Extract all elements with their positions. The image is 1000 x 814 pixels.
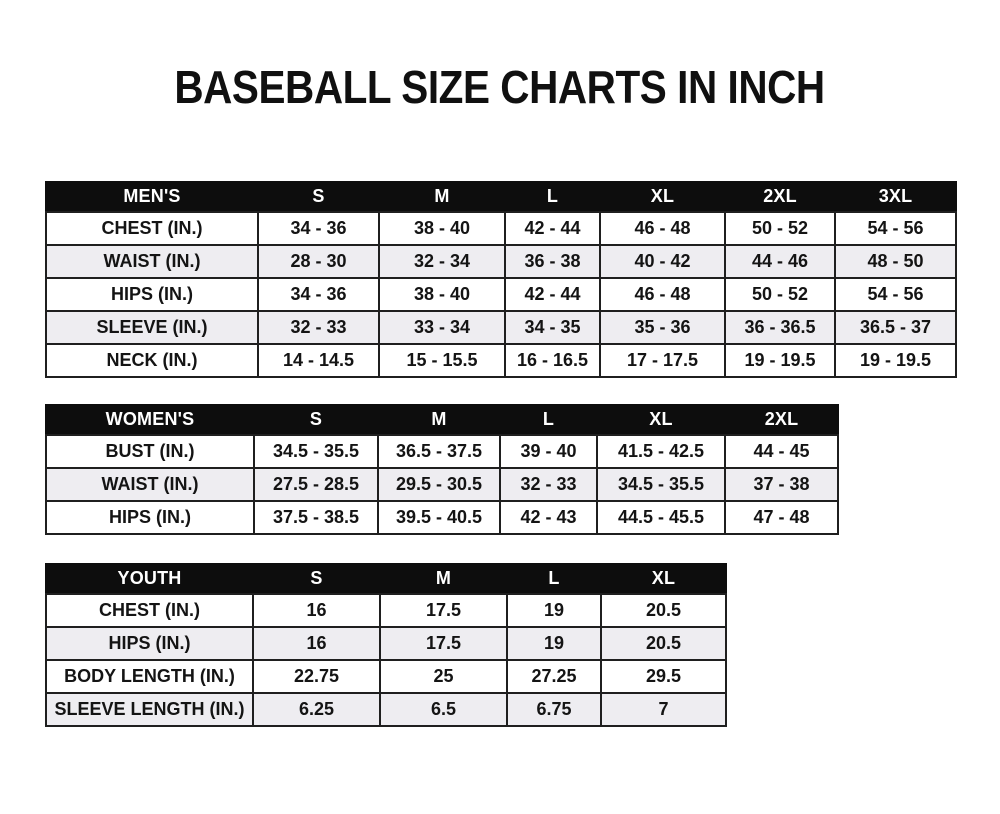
youth-chest-in-s-value: 16 xyxy=(253,594,380,627)
womens-waist-in-m-value: 29.5 - 30.5 xyxy=(378,468,500,501)
mens-row-chest-in xyxy=(46,212,956,245)
womens-header-l: L xyxy=(500,405,597,435)
youth-sleeve-length-in-label: SLEEVE LENGTH (IN.) xyxy=(46,693,253,726)
mens-neck-in-2xl-value: 19 - 19.5 xyxy=(725,344,835,377)
mens-waist-in-label: WAIST (IN.) xyxy=(46,245,258,278)
youth-chest-in-label: CHEST (IN.) xyxy=(46,594,253,627)
youth-header-l: L xyxy=(507,564,601,594)
mens-sleeve-in-m-value: 33 - 34 xyxy=(379,311,505,344)
mens-waist-in-l-value: 36 - 38 xyxy=(505,245,600,278)
mens-waist-in-xl-value: 40 - 42 xyxy=(600,245,725,278)
womens-hips-in-2xl-value: 47 - 48 xyxy=(725,501,838,534)
mens-waist-in-3xl-value: 48 - 50 xyxy=(835,245,956,278)
womens-waist-in-l-value: 32 - 33 xyxy=(500,468,597,501)
mens-waist-in-s-value: 28 - 30 xyxy=(258,245,379,278)
youth-row-body-length-in xyxy=(46,660,726,693)
mens-header-row xyxy=(46,182,956,212)
womens-bust-in-label: BUST (IN.) xyxy=(46,435,254,468)
mens-neck-in-l-value: 16 - 16.5 xyxy=(505,344,600,377)
mens-sleeve-in-label: SLEEVE (IN.) xyxy=(46,311,258,344)
youth-hips-in-s-value: 16 xyxy=(253,627,380,660)
mens-sleeve-in-2xl-value: 36 - 36.5 xyxy=(725,311,835,344)
womens-hips-in-label: HIPS (IN.) xyxy=(46,501,254,534)
youth-hips-in-l-value: 19 xyxy=(507,627,601,660)
mens-chest-in-2xl-value: 50 - 52 xyxy=(725,212,835,245)
womens-waist-in-s-value: 27.5 - 28.5 xyxy=(254,468,378,501)
youth-hips-in-label: HIPS (IN.) xyxy=(46,627,253,660)
youth-header-s: S xyxy=(253,564,380,594)
womens-row-bust-in xyxy=(46,435,838,468)
mens-waist-in-2xl-value: 44 - 46 xyxy=(725,245,835,278)
womens-bust-in-l-value: 39 - 40 xyxy=(500,435,597,468)
youth-sleeve-length-in-xl-value: 7 xyxy=(601,693,726,726)
mens-chest-in-s-value: 34 - 36 xyxy=(258,212,379,245)
mens-neck-in-label: NECK (IN.) xyxy=(46,344,258,377)
mens-sleeve-in-3xl-value: 36.5 - 37 xyxy=(835,311,956,344)
youth-hips-in-xl-value: 20.5 xyxy=(601,627,726,660)
womens-bust-in-s-value: 34.5 - 35.5 xyxy=(254,435,378,468)
mens-hips-in-3xl-value: 54 - 56 xyxy=(835,278,956,311)
mens-hips-in-label: HIPS (IN.) xyxy=(46,278,258,311)
mens-chest-in-m-value: 38 - 40 xyxy=(379,212,505,245)
mens-row-sleeve-in xyxy=(46,311,956,344)
mens-header-xl: XL xyxy=(600,182,725,212)
womens-hips-in-xl-value: 44.5 - 45.5 xyxy=(597,501,725,534)
youth-sleeve-length-in-s-value: 6.25 xyxy=(253,693,380,726)
mens-hips-in-s-value: 34 - 36 xyxy=(258,278,379,311)
youth-body-length-in-m-value: 25 xyxy=(380,660,507,693)
womens-row-hips-in xyxy=(46,501,838,534)
mens-header-2xl: 2XL xyxy=(725,182,835,212)
mens-size-chart-section xyxy=(45,181,1000,378)
womens-size-table xyxy=(45,404,839,535)
mens-header-l: L xyxy=(505,182,600,212)
mens-hips-in-xl-value: 46 - 48 xyxy=(600,278,725,311)
youth-header-m: M xyxy=(380,564,507,594)
mens-header-s: S xyxy=(258,182,379,212)
mens-neck-in-s-value: 14 - 14.5 xyxy=(258,344,379,377)
page-title-text: BASEBALL SIZE CHARTS IN INCH xyxy=(174,61,826,113)
mens-neck-in-m-value: 15 - 15.5 xyxy=(379,344,505,377)
mens-hips-in-m-value: 38 - 40 xyxy=(379,278,505,311)
youth-header-group-label: YOUTH xyxy=(46,564,253,594)
mens-hips-in-l-value: 42 - 44 xyxy=(505,278,600,311)
youth-body-length-in-l-value: 27.25 xyxy=(507,660,601,693)
youth-row-hips-in xyxy=(46,627,726,660)
youth-size-chart-section xyxy=(45,563,1000,727)
youth-row-sleeve-length-in xyxy=(46,693,726,726)
youth-body-length-in-label: BODY LENGTH (IN.) xyxy=(46,660,253,693)
womens-hips-in-m-value: 39.5 - 40.5 xyxy=(378,501,500,534)
youth-size-table xyxy=(45,563,727,727)
womens-header-row xyxy=(46,405,838,435)
womens-header-2xl: 2XL xyxy=(725,405,838,435)
womens-bust-in-2xl-value: 44 - 45 xyxy=(725,435,838,468)
womens-row-waist-in xyxy=(46,468,838,501)
mens-chest-in-3xl-value: 54 - 56 xyxy=(835,212,956,245)
size-chart-page xyxy=(0,62,1000,814)
mens-chest-in-l-value: 42 - 44 xyxy=(505,212,600,245)
youth-sleeve-length-in-m-value: 6.5 xyxy=(380,693,507,726)
mens-row-hips-in xyxy=(46,278,956,311)
womens-bust-in-xl-value: 41.5 - 42.5 xyxy=(597,435,725,468)
youth-sleeve-length-in-l-value: 6.75 xyxy=(507,693,601,726)
womens-waist-in-xl-value: 34.5 - 35.5 xyxy=(597,468,725,501)
womens-size-chart-section xyxy=(45,404,1000,535)
mens-neck-in-xl-value: 17 - 17.5 xyxy=(600,344,725,377)
mens-header-m: M xyxy=(379,182,505,212)
youth-body-length-in-s-value: 22.75 xyxy=(253,660,380,693)
mens-chest-in-label: CHEST (IN.) xyxy=(46,212,258,245)
mens-waist-in-m-value: 32 - 34 xyxy=(379,245,505,278)
womens-header-group-label: WOMEN'S xyxy=(46,405,254,435)
youth-chest-in-xl-value: 20.5 xyxy=(601,594,726,627)
youth-body-length-in-xl-value: 29.5 xyxy=(601,660,726,693)
mens-chest-in-xl-value: 46 - 48 xyxy=(600,212,725,245)
youth-hips-in-m-value: 17.5 xyxy=(380,627,507,660)
mens-sleeve-in-s-value: 32 - 33 xyxy=(258,311,379,344)
page-title xyxy=(0,62,1000,113)
mens-row-waist-in xyxy=(46,245,956,278)
youth-row-chest-in xyxy=(46,594,726,627)
mens-sleeve-in-xl-value: 35 - 36 xyxy=(600,311,725,344)
mens-neck-in-3xl-value: 19 - 19.5 xyxy=(835,344,956,377)
mens-sleeve-in-l-value: 34 - 35 xyxy=(505,311,600,344)
womens-bust-in-m-value: 36.5 - 37.5 xyxy=(378,435,500,468)
womens-hips-in-l-value: 42 - 43 xyxy=(500,501,597,534)
youth-header-row xyxy=(46,564,726,594)
mens-size-table xyxy=(45,181,957,378)
womens-header-s: S xyxy=(254,405,378,435)
mens-header-3xl: 3XL xyxy=(835,182,956,212)
youth-header-xl: XL xyxy=(601,564,726,594)
womens-hips-in-s-value: 37.5 - 38.5 xyxy=(254,501,378,534)
womens-header-xl: XL xyxy=(597,405,725,435)
womens-waist-in-2xl-value: 37 - 38 xyxy=(725,468,838,501)
youth-chest-in-m-value: 17.5 xyxy=(380,594,507,627)
mens-header-group-label: MEN'S xyxy=(46,182,258,212)
mens-hips-in-2xl-value: 50 - 52 xyxy=(725,278,835,311)
mens-row-neck-in xyxy=(46,344,956,377)
youth-chest-in-l-value: 19 xyxy=(507,594,601,627)
womens-header-m: M xyxy=(378,405,500,435)
womens-waist-in-label: WAIST (IN.) xyxy=(46,468,254,501)
